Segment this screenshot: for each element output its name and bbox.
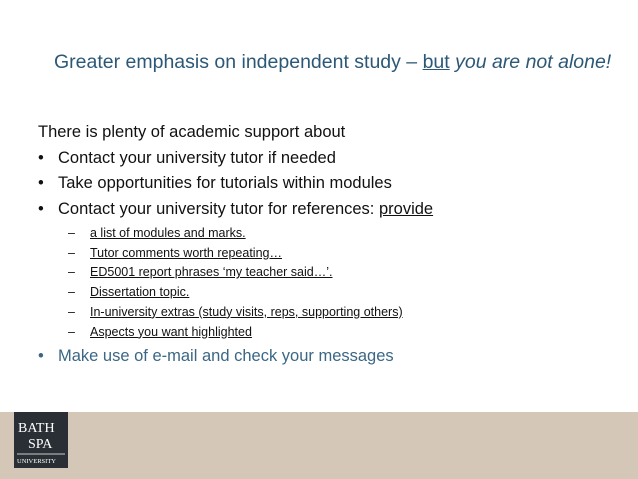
sub-list-item — [68, 224, 618, 244]
sub-item-text: ED5001 report phrases ‘my teacher said…’. — [90, 265, 333, 280]
bullet-item — [38, 146, 618, 172]
logo-line-2: SPA — [28, 437, 53, 452]
logo-graphic — [14, 412, 68, 468]
dash-icon: – — [68, 245, 75, 260]
bullet-text: Contact your university tutor if needed — [58, 148, 336, 167]
title-italic-text: you are not alone! — [455, 51, 612, 73]
dash-icon: – — [68, 285, 75, 300]
bullet-text: Take opportunities for tutorials within modules — [58, 174, 392, 192]
footer-band — [0, 412, 638, 479]
bullet-text: Make use of e-mail and check your messages — [58, 347, 394, 366]
sub-item-text: Tutor comments worth repeating… — [90, 245, 282, 260]
sub-list — [68, 224, 618, 342]
sub-item-text: Aspects you want highlighted — [90, 324, 252, 339]
bullet-dot-icon: • — [38, 148, 44, 167]
sub-list-item — [68, 303, 618, 323]
bullet-dot-icon: • — [38, 347, 44, 366]
sub-item-text: a list of modules and marks. — [90, 226, 246, 240]
dash-icon: – — [68, 324, 75, 339]
sub-list-item — [68, 244, 618, 264]
sub-item-text: In-university extras (study visits, reps, supporting others) — [90, 304, 403, 319]
bullet-underlined-word: provide — [378, 199, 434, 218]
sub-list-item — [68, 323, 618, 343]
bullet-text-part: Contact your university tutor for references: — [58, 199, 379, 218]
logo-line-3: UNIVERSITY — [17, 458, 56, 465]
slide-title — [54, 49, 614, 75]
bullet-item — [38, 171, 618, 197]
logo-line-1: BATH — [18, 421, 55, 436]
bath-spa-logo — [14, 412, 68, 468]
bullet-item-highlight — [38, 344, 618, 370]
sub-item-text: Dissertation topic. — [90, 285, 190, 300]
dash-icon: – — [68, 265, 75, 280]
title-underlined-word: but — [422, 51, 450, 73]
sub-list-item — [68, 283, 618, 303]
dash-icon: – — [68, 226, 75, 240]
bullet-dot-icon: • — [38, 199, 44, 218]
slide-body — [38, 120, 618, 370]
bullet-item — [38, 197, 618, 223]
title-text: Greater emphasis on independent study – — [54, 51, 423, 73]
dash-icon: – — [68, 304, 75, 319]
bullet-text — [58, 197, 433, 223]
bullet-dot-icon: • — [38, 174, 44, 192]
intro-text: There is plenty of academic support about — [38, 123, 346, 141]
sub-list-item — [68, 263, 618, 283]
